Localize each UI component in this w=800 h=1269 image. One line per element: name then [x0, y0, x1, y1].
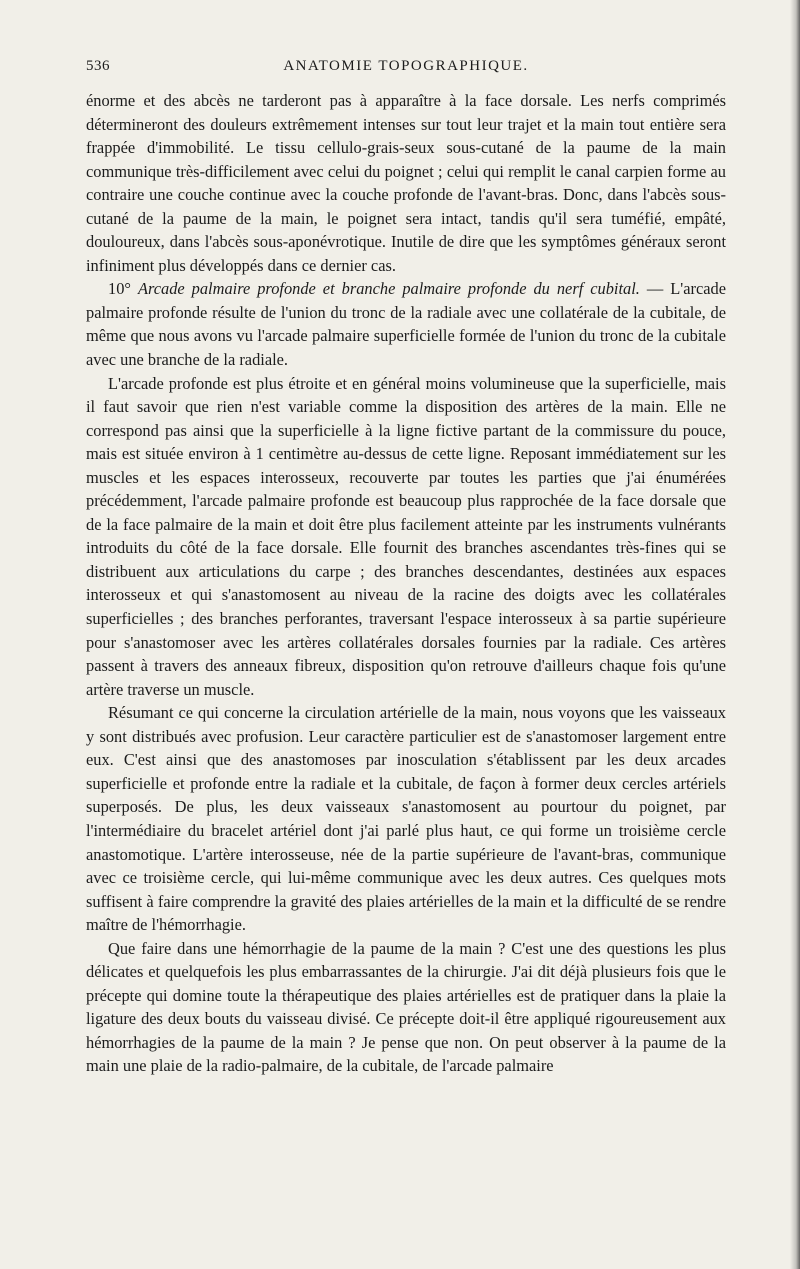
paragraph-hemorrhagie: Que faire dans une hémorrhagie de la paume de la main ? C'est une des questions les plus délicates et quelquefois les plus embarrassantes de la chirurgie. J'ai dit déjà plusieurs fois que le précepte qui domine toute la thérapeutique des plaies artérielles est de pratiquer dans la plaie la ligature des deux bouts du vaisseau divisé. Ce précepte doit-il être appliqué rigoureusement aux hémorrhagies de la paume de la main ? Je pense que non. On peut observer à la paume de la main une plaie de la radio-palmaire, de la cubitale, de l'arcade palmaire — [86, 938, 726, 1076]
running-header — [86, 58, 726, 80]
section-number: 10° — [108, 279, 131, 299]
section-body: — L'arcade palmaire profonde résulte de l'union du tronc de la radiale avec une collatérale de la cubitale, de même que nous avons vu l'arcade palmaire superficielle formée de l'union du tronc de la cubitale avec une branche de la radiale. — [86, 279, 726, 370]
section-title: Arcade palmaire profonde et branche palmaire profonde du nerf cubital. — [137, 279, 640, 299]
page-number: 536 — [86, 58, 110, 74]
paragraph-arcade-profonde-intro — [86, 277, 726, 371]
body-text — [86, 89, 726, 1078]
paragraph-arcade-description: L'arcade profonde est plus étroite et en général moins volumineuse que la superficielle, mais il faut savoir que rien n'est variable comme la disposition des artères de la main. Elle ne correspond pas ainsi que la superficielle à la ligne fictive partant de la commissure du pouce, mais est située environ à 1 centimètre au-dessus de cette ligne. Reposant immédiatement sur les muscles et les espaces interosseux, recouverte par toutes les parties que j'ai énumérées précédemment, l'arcade palmaire profonde est beaucoup plus rapprochée de la face dorsale que de la face palmaire de la main et doit être plus facilement atteinte par les instruments vulnérants introduits du côté de la face dorsale. Elle fournit des branches ascendantes très-fines qui se distribuent aux articulations du carpe ; des branches descendantes, destinées aux espaces interosseux et qui s'anastomosent au niveau de la racine des doigts avec les collatérales superficielles ; des branches perforantes, traversant l'espace interosseux à sa partie supérieure pour s'anastomoser avec les artères collatérales dorsales fournies par la radiale. Ces artères passent à travers des anneaux fibreux, disposition qu'on retrouve d'ailleurs chaque fois qu'une artère traverse un muscle. — [86, 373, 726, 699]
running-title: ANATOMIE TOPOGRAPHIQUE. — [283, 58, 529, 74]
paragraph-circulation-resume: Résumant ce qui concerne la circulation artérielle de la main, nous voyons que les vaisseaux y sont distribués avec profusion. Leur caractère particulier est de s'anastomoser largement entre eux. C'est ainsi que des anastomoses par inosculation s'établissent par les deux arcades superficielle et profonde entre la radiale et la cubitale, de façon à former deux cercles artériels superposés. De plus, les deux vaisseaux s'anastomosent au pourtour du poignet, par l'intermédiaire du bracelet artériel dont j'ai parlé plus haut, ce qui forme un troisième cercle anastomotique. L'artère interosseuse, née de la partie supérieure de l'avant-bras, communique avec ce troisième cercle, qui lui-même communique avec les deux autres. Ces quelques mots suffisent à faire comprendre la gravité des plaies artérielles de la main et la difficulté de se rendre maître de l'hémorrhagie. — [86, 703, 726, 935]
book-page — [86, 58, 726, 1078]
paragraph-abces: énorme et des abcès ne tarderont pas à apparaître à la face dorsale. Les nerfs comprimés détermineront des douleurs extrêmement intenses sur tout leur trajet et la main tout entière sera frappée d'immobilité. Le tissu cellulo-grais-seux sous-cutané de la paume de la main communique très-difficilement avec celui du poignet ; celui qui remplit le canal carpien forme au contraire une couche continue avec la couche profonde de l'avant-bras. Donc, dans l'abcès sous-cutané de la paume de la main, le poignet sera intact, tandis qu'il sera tuméfié, empâté, douloureux, dans l'abcès sous-aponévrotique. Inutile de dire que les symptômes généraux seront infiniment plus développés dans ce dernier cas. — [86, 91, 726, 275]
page-edge-shadow — [790, 0, 800, 1269]
